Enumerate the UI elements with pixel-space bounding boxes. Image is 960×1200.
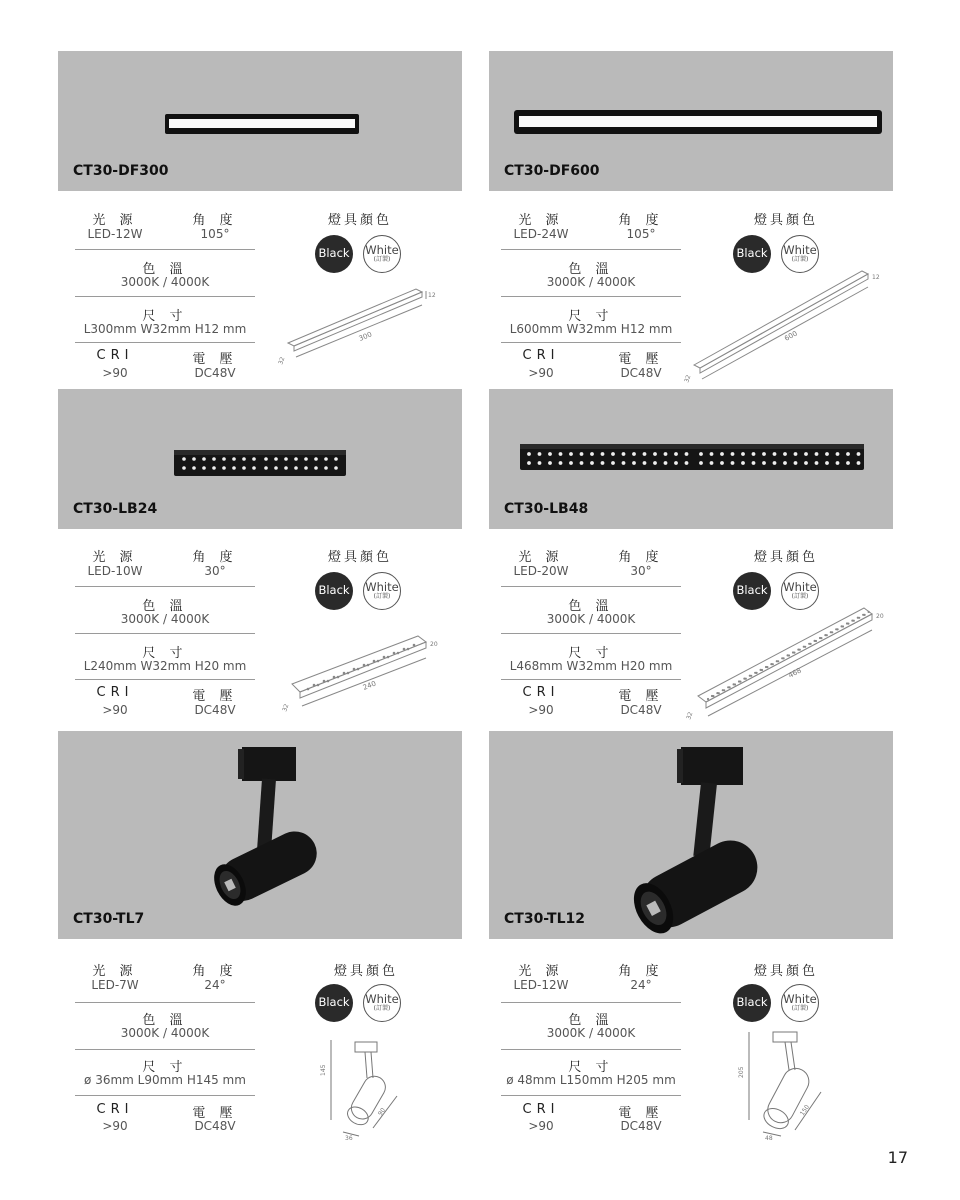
dimension-drawing [315, 1032, 405, 1142]
source-label: 光 源 [518, 550, 564, 565]
color-temp-value: 3000K / 4000K [546, 1026, 636, 1040]
diameter-dim: 48 [765, 1135, 773, 1142]
product-image [514, 110, 882, 134]
color-temp-label: 色 溫 [568, 1013, 614, 1028]
divider [75, 586, 255, 587]
angle-value: 24° [630, 978, 652, 992]
size-value: L300mm W32mm H12 mm [83, 322, 247, 336]
product-model: CT30-LB48 [504, 501, 589, 517]
size-value: ø 36mm L90mm H145 mm [84, 1073, 246, 1087]
angle-label: 角 度 [192, 550, 238, 565]
source-value: LED-24W [513, 227, 569, 241]
product-photo-panel [489, 51, 893, 191]
dimension-drawing [686, 602, 896, 722]
height-dim: 145 [320, 1064, 327, 1076]
voltage-value: DC48V [620, 366, 662, 380]
cri-value: >90 [528, 366, 554, 380]
height-dim: 20 [876, 613, 884, 620]
source-value: LED-20W [513, 564, 569, 578]
voltage-label: 電 壓 [192, 689, 238, 704]
fixture-color-label: 燈具顏色 [333, 964, 398, 979]
length-dim: 300 [357, 330, 374, 343]
color-temp-label: 色 溫 [568, 599, 614, 614]
cri-value: >90 [102, 366, 128, 380]
divider [501, 342, 681, 343]
height-dim: 20 [430, 641, 438, 648]
divider [501, 679, 681, 680]
cri-value: >90 [528, 1119, 554, 1133]
cri-label: CRI [522, 685, 560, 700]
divider [501, 1049, 681, 1050]
spec-block [75, 956, 495, 1156]
source-label: 光 源 [92, 964, 138, 979]
voltage-label: 電 壓 [618, 689, 664, 704]
product-image [165, 114, 359, 134]
size-label: 尺 寸 [142, 309, 188, 324]
color-temp-label: 色 溫 [142, 1013, 188, 1028]
divider [75, 1095, 255, 1096]
white-swatch: White (訂製) [363, 235, 401, 273]
color-temp-label: 色 溫 [142, 262, 188, 277]
fixture-color-label: 燈具顏色 [753, 213, 818, 228]
cri-label: CRI [96, 348, 134, 363]
angle-label: 角 度 [618, 213, 664, 228]
divider [501, 1002, 681, 1003]
product-photo-panel [58, 389, 462, 529]
size-label: 尺 寸 [568, 309, 614, 324]
divider [501, 586, 681, 587]
color-temp-value: 3000K / 4000K [546, 275, 636, 289]
voltage-label: 電 壓 [618, 352, 664, 367]
size-label: 尺 寸 [568, 1060, 614, 1075]
white-swatch: White (訂製) [781, 984, 819, 1022]
product-photo-panel [489, 731, 893, 939]
height-dim: 12 [428, 292, 436, 299]
spec-block [501, 542, 921, 742]
black-swatch: Black [315, 572, 353, 610]
product-model: CT30-DF300 [73, 163, 169, 179]
spec-block [75, 542, 495, 742]
spec-block [501, 956, 921, 1156]
source-label: 光 源 [518, 213, 564, 228]
voltage-value: DC48V [194, 703, 236, 717]
divider [501, 249, 681, 250]
angle-value: 105° [200, 227, 230, 241]
cri-label: CRI [96, 685, 134, 700]
dimension-drawing [727, 1026, 827, 1142]
fixture-color-label: 燈具顏色 [327, 213, 392, 228]
product-photo-panel [58, 731, 462, 939]
size-value: L600mm W32mm H12 mm [509, 322, 673, 336]
angle-value: 24° [204, 978, 226, 992]
black-swatch: Black [315, 235, 353, 273]
product-image [520, 441, 864, 471]
product-model: CT30-DF600 [504, 163, 600, 179]
fixture-color-label: 燈具顏色 [753, 550, 818, 565]
fixture-color-label: 燈具顏色 [327, 550, 392, 565]
spec-block [75, 205, 495, 405]
source-value: LED-10W [87, 564, 143, 578]
height-dim: 12 [872, 274, 880, 281]
fixture-color-label: 燈具顏色 [753, 964, 818, 979]
color-temp-value: 3000K / 4000K [120, 1026, 210, 1040]
size-label: 尺 寸 [568, 646, 614, 661]
white-swatch: White (訂製) [781, 235, 819, 273]
divider [75, 679, 255, 680]
color-temp-label: 色 溫 [568, 262, 614, 277]
width-dim: 32 [277, 356, 287, 366]
color-temp-value: 3000K / 4000K [120, 612, 210, 626]
size-label: 尺 寸 [142, 646, 188, 661]
product-model: CT30-TL7 [73, 911, 145, 927]
product-image [629, 743, 769, 929]
angle-value: 105° [626, 227, 656, 241]
angle-value: 30° [204, 564, 226, 578]
height-dim: 205 [738, 1066, 745, 1078]
color-temp-value: 3000K / 4000K [120, 275, 210, 289]
angle-label: 角 度 [192, 964, 238, 979]
page-number: 17 [887, 1148, 908, 1167]
divider [75, 296, 255, 297]
white-swatch: White (訂製) [781, 572, 819, 610]
angle-label: 角 度 [618, 550, 664, 565]
voltage-value: DC48V [194, 1119, 236, 1133]
cri-value: >90 [102, 1119, 128, 1133]
black-swatch: Black [733, 235, 771, 273]
cri-value: >90 [102, 703, 128, 717]
black-swatch: Black [733, 572, 771, 610]
length-dim: 468 [787, 666, 803, 680]
white-swatch: White (訂製) [363, 572, 401, 610]
divider [501, 633, 681, 634]
width-dim: 32 [281, 703, 291, 713]
size-label: 尺 寸 [142, 1060, 188, 1075]
voltage-value: DC48V [620, 1119, 662, 1133]
spec-block [501, 205, 921, 405]
dimension-drawing [277, 283, 440, 373]
source-value: LED-7W [91, 978, 139, 992]
color-temp-value: 3000K / 4000K [546, 612, 636, 626]
black-swatch: Black [315, 984, 353, 1022]
cri-label: CRI [96, 1102, 134, 1117]
color-temp-label: 色 溫 [142, 599, 188, 614]
divider [75, 1002, 255, 1003]
angle-label: 角 度 [192, 213, 238, 228]
length-dim: 600 [783, 329, 799, 343]
voltage-value: DC48V [620, 703, 662, 717]
divider [75, 633, 255, 634]
cri-label: CRI [522, 1102, 560, 1117]
divider [501, 1095, 681, 1096]
dimension-drawing [280, 626, 440, 716]
source-value: LED-12W [513, 978, 569, 992]
source-label: 光 源 [518, 964, 564, 979]
length-dim: 90 [376, 1106, 388, 1118]
divider [75, 342, 255, 343]
white-swatch: White (訂製) [363, 984, 401, 1022]
product-model: CT30-LB24 [73, 501, 158, 517]
cri-label: CRI [522, 348, 560, 363]
product-image [174, 444, 346, 478]
diameter-dim: 36 [345, 1135, 353, 1142]
voltage-label: 電 壓 [192, 1106, 238, 1121]
voltage-label: 電 壓 [192, 352, 238, 367]
black-swatch: Black [733, 984, 771, 1022]
voltage-value: DC48V [194, 366, 236, 380]
length-dim: 150 [798, 1103, 812, 1118]
product-photo-panel [489, 389, 893, 529]
source-label: 光 源 [92, 213, 138, 228]
size-value: L468mm W32mm H20 mm [509, 659, 673, 673]
divider [75, 249, 255, 250]
cri-value: >90 [528, 703, 554, 717]
voltage-label: 電 壓 [618, 1106, 664, 1121]
width-dim: 32 [685, 711, 695, 721]
divider [75, 1049, 255, 1050]
divider [501, 296, 681, 297]
product-photo-panel [58, 51, 462, 191]
source-label: 光 源 [92, 550, 138, 565]
angle-label: 角 度 [618, 964, 664, 979]
product-image [208, 745, 328, 915]
source-value: LED-12W [87, 227, 143, 241]
angle-value: 30° [630, 564, 652, 578]
length-dim: 240 [361, 679, 378, 692]
size-value: ø 48mm L150mm H205 mm [506, 1073, 676, 1087]
product-model: CT30-TL12 [504, 911, 586, 927]
width-dim: 32 [683, 374, 693, 384]
size-value: L240mm W32mm H20 mm [83, 659, 247, 673]
